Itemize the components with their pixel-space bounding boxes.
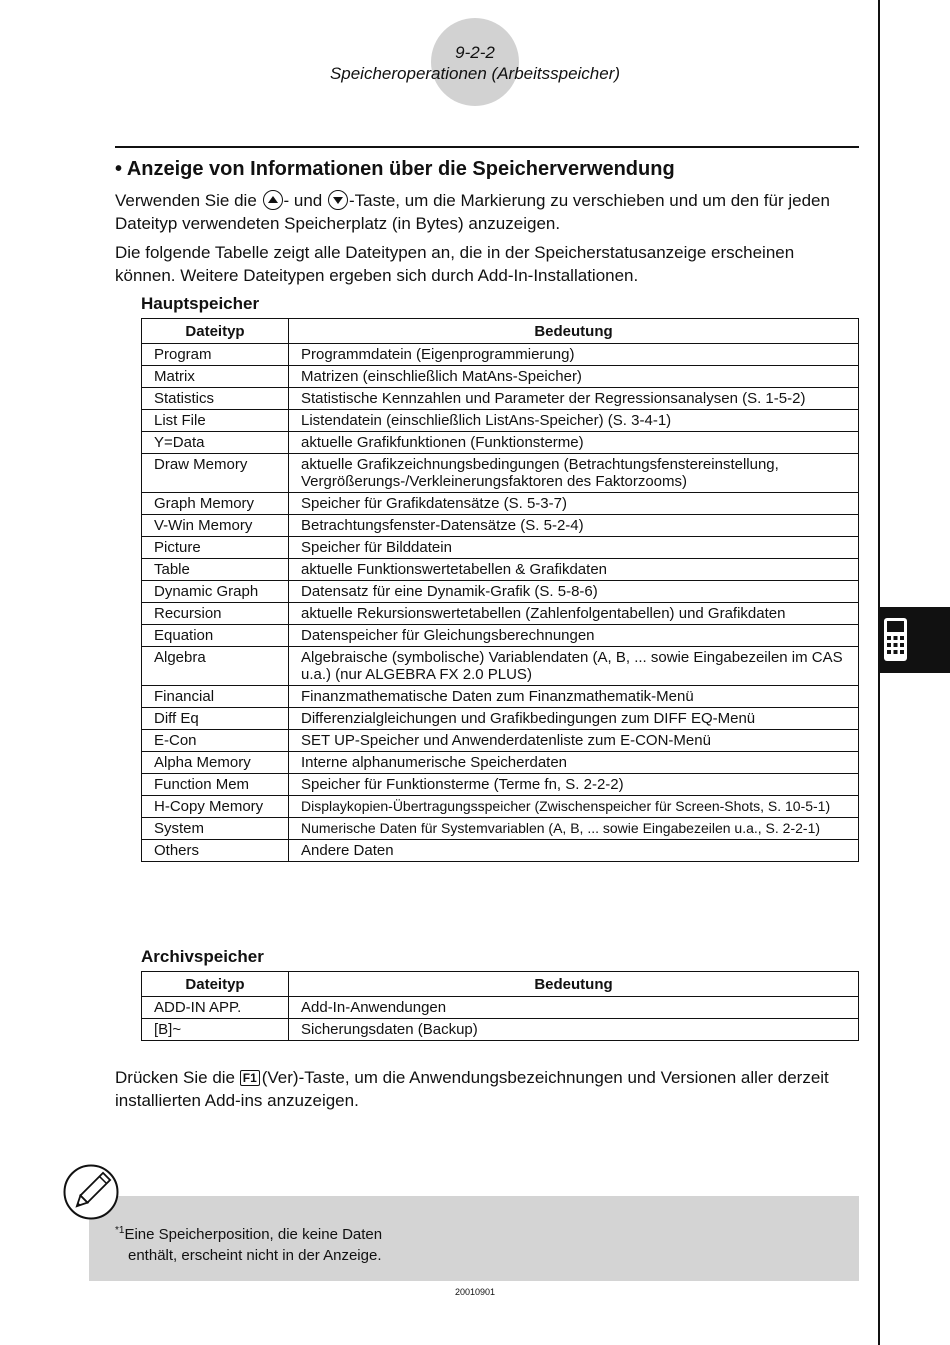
cell-meaning: Displaykopien-Übertragungsspeicher (Zwischenspeicher für Screen-Shots, S. 10-5-1) (289, 796, 859, 818)
footer-code: 20010901 (454, 1287, 496, 1297)
table-row (142, 388, 859, 410)
cell-meaning: Statistische Kennzahlen und Parameter der Regressionsanalysen (S. 1-5-2) (289, 388, 859, 410)
table-row (142, 752, 859, 774)
cell-file-type: Table (142, 559, 289, 581)
table-row (142, 1019, 859, 1041)
note-line-2: enthält, erscheint nicht in der Anzeige. (128, 1247, 382, 1264)
cell-file-type: Matrix (142, 366, 289, 388)
note-line-1 (115, 1220, 382, 1245)
cell-meaning: Add-In-Anwendungen (289, 997, 859, 1019)
table-header-row (142, 972, 859, 997)
cell-meaning: Differenzialgleichungen und Grafikbedingungen zum DIFF EQ-Menü (289, 708, 859, 730)
cell-file-type: Diff Eq (142, 708, 289, 730)
cell-file-type: Financial (142, 686, 289, 708)
cell-meaning: Programmdatein (Eigenprogrammierung) (289, 344, 859, 366)
up-arrow-key-icon (263, 190, 283, 210)
f1-key-icon: F1 (240, 1070, 260, 1086)
cell-file-type: ADD-IN APP. (142, 997, 289, 1019)
table-row (142, 708, 859, 730)
closing-text-b: (Ver)-Taste, um die Anwendungsbezeichnungen und Versionen aller derzeit installierten Add-ins anzuzeigen. (115, 1068, 829, 1110)
table-row (142, 647, 859, 686)
footnote-marker: *1 (115, 1225, 125, 1236)
top-rule (115, 146, 859, 148)
cell-file-type: Algebra (142, 647, 289, 686)
main-memory-table (141, 318, 859, 862)
pencil-note-icon (63, 1164, 119, 1220)
archive-memory-heading: Archivspeicher (141, 947, 264, 966)
closing-paragraph (115, 1066, 855, 1112)
cell-meaning: Listendatein (einschließlich ListAns-Speicher) (S. 3-4-1) (289, 410, 859, 432)
cell-meaning: Finanzmathematische Daten zum Finanzmathematik-Menü (289, 686, 859, 708)
cell-file-type: Program (142, 344, 289, 366)
cell-file-type: Dynamic Graph (142, 581, 289, 603)
table-row (142, 366, 859, 388)
table-row (142, 410, 859, 432)
cell-meaning: Andere Daten (289, 840, 859, 862)
cell-meaning: Algebraische (symbolische) Variablendaten (A, B, ... sowie Eingabezeilen im CAS u.a.) (nur ALGEBRA FX 2.0 PLUS) (289, 647, 859, 686)
cell-meaning: Speicher für Funktionsterme (Terme fn, S. 2-2-2) (289, 774, 859, 796)
cell-file-type: Function Mem (142, 774, 289, 796)
table-row (142, 686, 859, 708)
cell-file-type: [B]~ (142, 1019, 289, 1041)
table-row (142, 537, 859, 559)
cell-file-type: Alpha Memory (142, 752, 289, 774)
cell-meaning: Matrizen (einschließlich MatAns-Speicher) (289, 366, 859, 388)
cell-meaning: aktuelle Funktionswertetabellen & Grafikdaten (289, 559, 859, 581)
cell-meaning: aktuelle Grafikzeichnungsbedingungen (Betrachtungsfenstereinstellung, Vergrößerungs-/Verkleinerungsfaktoren des Faktorzooms) (289, 454, 859, 493)
table-row (142, 625, 859, 647)
chapter-tab (878, 607, 950, 673)
cell-file-type: Picture (142, 537, 289, 559)
table-header-row (142, 319, 859, 344)
table-row (142, 818, 859, 840)
intro-text-c: -Taste, um die Markierung zu verschieben und um den für jeden Dateityp verwendeten Speicherplatz (in Bytes) anzuzeigen. (115, 191, 830, 233)
cell-file-type: Recursion (142, 603, 289, 625)
cell-meaning: Numerische Daten für Systemvariablen (A, B, ... sowie Eingabezeilen u.a., S. 2-2-1) (289, 818, 859, 840)
cell-meaning: Datenspeicher für Gleichungsberechnungen (289, 625, 859, 647)
cell-file-type: Graph Memory (142, 493, 289, 515)
table-row (142, 774, 859, 796)
calculator-icon (878, 607, 950, 673)
cell-meaning: SET UP-Speicher und Anwenderdatenliste zum E-CON-Menü (289, 730, 859, 752)
cell-meaning: Interne alphanumerische Speicherdaten (289, 752, 859, 774)
main-memory-heading: Hauptspeicher (141, 294, 260, 313)
table-row (142, 515, 859, 537)
section-heading: • Anzeige von Informationen über die Speicherverwendung (115, 158, 675, 180)
closing-text-a: Drücken Sie die (115, 1068, 240, 1087)
down-arrow-key-icon (328, 190, 348, 210)
table-row (142, 454, 859, 493)
cell-meaning: Sicherungsdaten (Backup) (289, 1019, 859, 1041)
cell-file-type: System (142, 818, 289, 840)
table-row (142, 581, 859, 603)
cell-meaning: Speicher für Grafikdatensätze (S. 5-3-7) (289, 493, 859, 515)
table-row (142, 730, 859, 752)
table-row (142, 432, 859, 454)
cell-meaning: aktuelle Rekursionswertetabellen (Zahlenfolgentabellen) und Grafikdaten (289, 603, 859, 625)
note-text (115, 1220, 382, 1266)
cell-meaning: aktuelle Grafikfunktionen (Funktionsterme) (289, 432, 859, 454)
cell-meaning: Datensatz für eine Dynamik-Grafik (S. 5-8-6) (289, 581, 859, 603)
table-row (142, 997, 859, 1019)
cell-file-type: Statistics (142, 388, 289, 410)
table-row (142, 559, 859, 581)
intro-text-a: Verwenden Sie die (115, 191, 262, 210)
column-header-meaning: Bedeutung (289, 972, 859, 997)
intro-text-b: - und (283, 191, 327, 210)
table-row (142, 493, 859, 515)
archive-memory-table (141, 971, 859, 1041)
cell-file-type: Others (142, 840, 289, 862)
column-header-meaning: Bedeutung (289, 319, 859, 344)
cell-file-type: Equation (142, 625, 289, 647)
note-line-1-text: Eine Speicherposition, die keine Daten (124, 1226, 383, 1243)
cell-meaning: Betrachtungsfenster-Datensätze (S. 5-2-4) (289, 515, 859, 537)
page-number: 9-2-2 (455, 43, 495, 62)
cell-file-type: V-Win Memory (142, 515, 289, 537)
cell-file-type: List File (142, 410, 289, 432)
page-header-title: Speicheroperationen (Arbeitsspeicher) (329, 64, 621, 83)
column-header-type: Dateityp (142, 972, 289, 997)
table-row (142, 344, 859, 366)
cell-file-type: Y=Data (142, 432, 289, 454)
table-row (142, 840, 859, 862)
table-row (142, 796, 859, 818)
table-row (142, 603, 859, 625)
intro-paragraph-2: Die folgende Tabelle zeigt alle Dateitypen an, die in der Speicherstatusanzeige erscheinen können. Weitere Dateitypen ergeben sich durch Add-In-Installationen. (115, 243, 795, 285)
intro-paragraph-1 (115, 189, 855, 235)
cell-file-type: H-Copy Memory (142, 796, 289, 818)
column-header-type: Dateityp (142, 319, 289, 344)
cell-file-type: E-Con (142, 730, 289, 752)
cell-file-type: Draw Memory (142, 454, 289, 493)
cell-meaning: Speicher für Bilddatein (289, 537, 859, 559)
